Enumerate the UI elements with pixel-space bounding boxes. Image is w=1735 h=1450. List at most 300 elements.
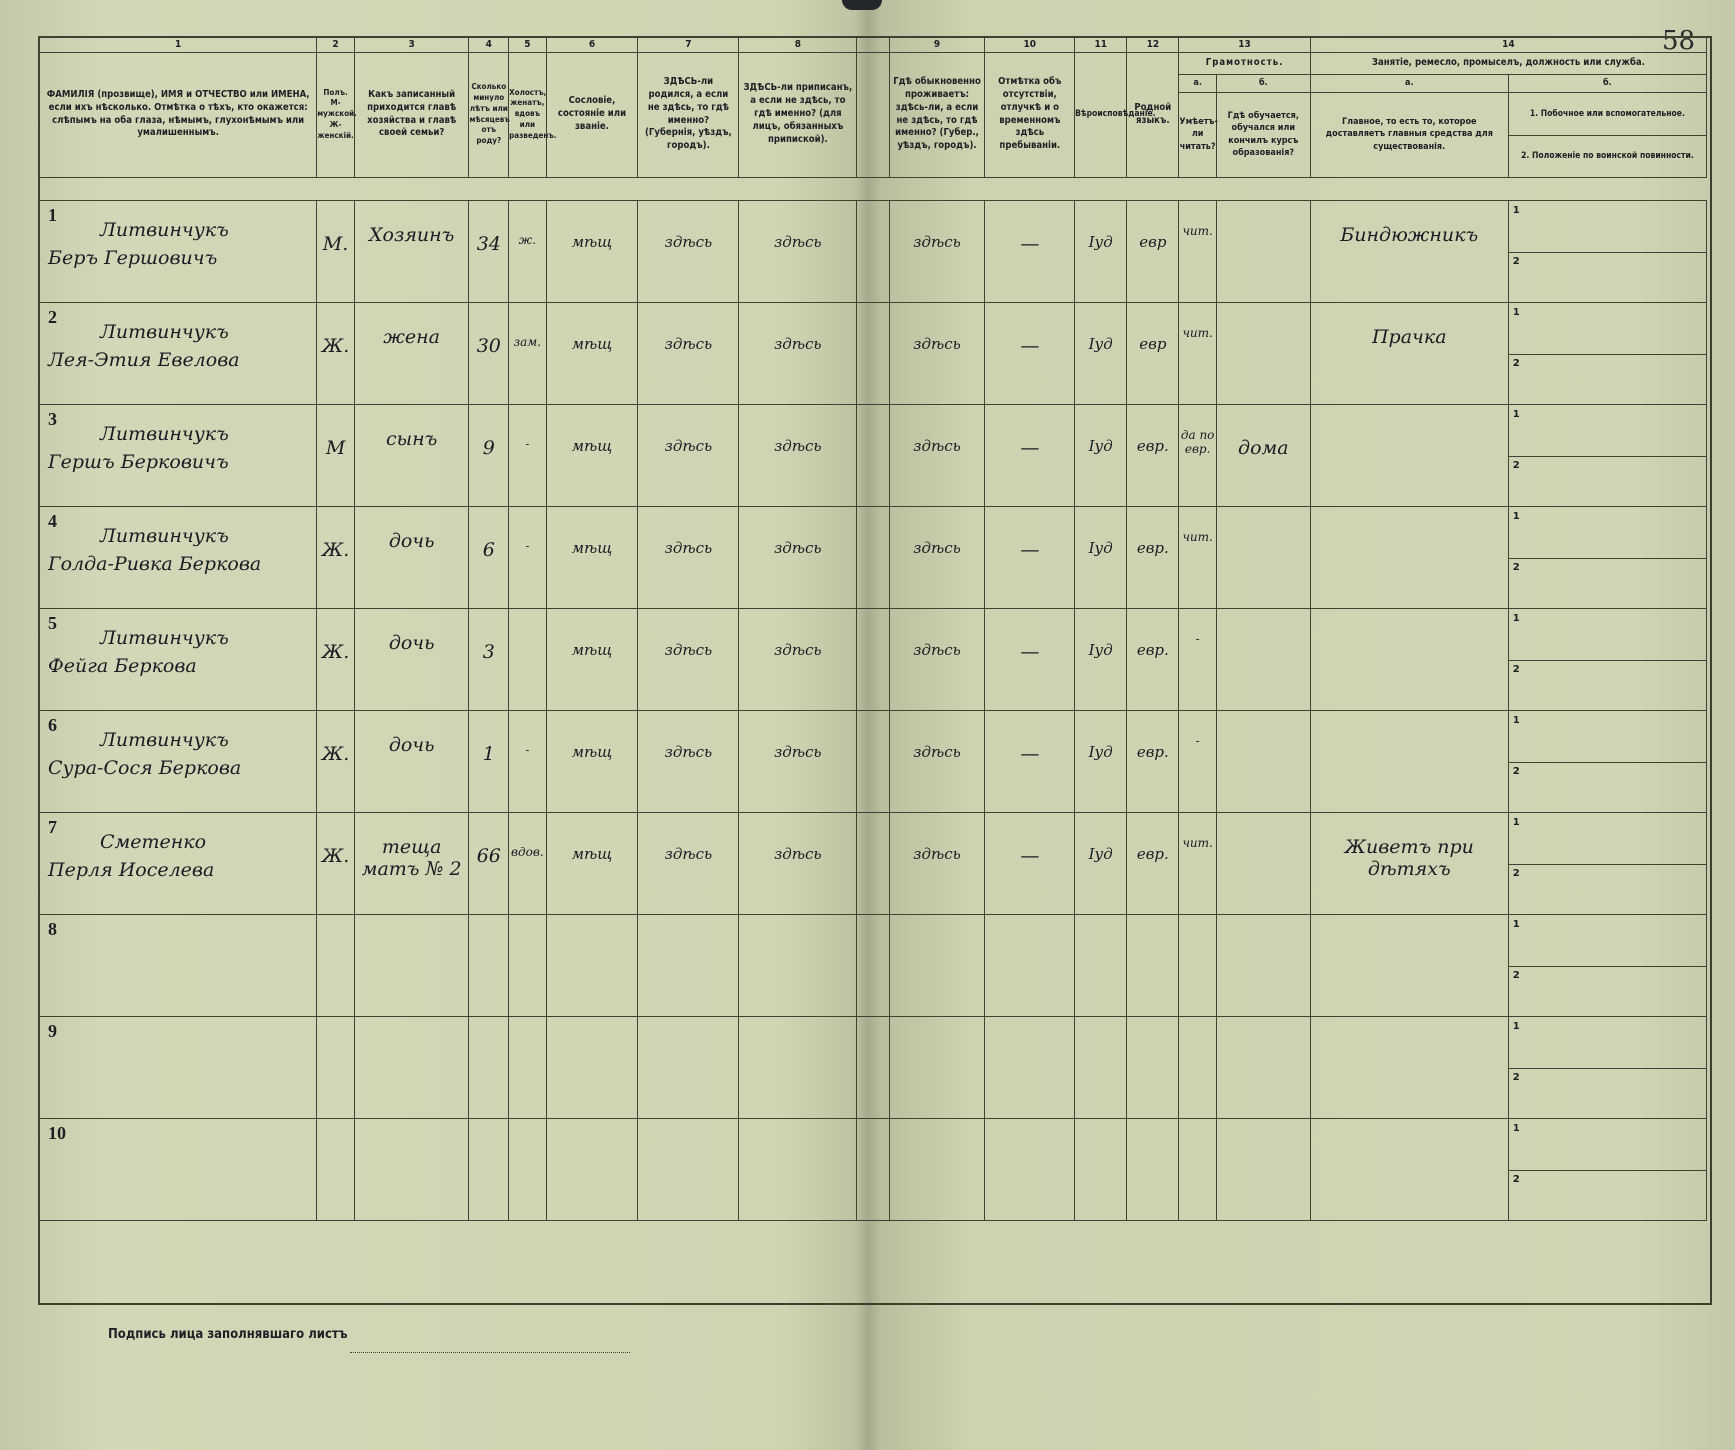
name-cell[interactable] <box>40 609 317 711</box>
gap-cell <box>857 405 889 507</box>
marital-cell[interactable] <box>509 1017 547 1119</box>
sex-value: Ж. <box>321 845 350 867</box>
registration-value: здѣсь <box>774 437 822 455</box>
header-literacy-a-label: а. <box>1179 74 1217 92</box>
relation-cell[interactable] <box>354 405 469 507</box>
religion-value: Іуд <box>1088 539 1113 557</box>
side-occupation-cell[interactable] <box>1508 303 1706 405</box>
military-status-line <box>1509 864 1706 915</box>
registration-value: здѣсь <box>774 743 822 761</box>
estate-cell[interactable] <box>546 507 638 609</box>
language-cell[interactable] <box>1127 303 1179 405</box>
birthplace-value: здѣсь <box>664 845 713 863</box>
header-occupation-b-label: б. <box>1508 74 1706 92</box>
relation-cell[interactable] <box>354 813 469 915</box>
gap-cell <box>857 813 889 915</box>
education-cell[interactable] <box>1216 1017 1310 1119</box>
language-cell[interactable] <box>1127 507 1179 609</box>
age-cell[interactable] <box>469 813 509 915</box>
given-names: Фейга Беркова <box>48 655 197 677</box>
residence-cell[interactable] <box>889 609 985 711</box>
sex-cell[interactable] <box>317 201 355 303</box>
estate-value: мѣщ <box>571 335 613 353</box>
military-status-line <box>1509 1068 1706 1119</box>
religion-cell[interactable] <box>1075 1119 1127 1221</box>
sub-number: 2 <box>1512 459 1520 471</box>
estate-value: мѣщ <box>571 539 613 557</box>
name-cell[interactable] <box>40 405 317 507</box>
table-row <box>40 1017 1707 1119</box>
occupation-cell[interactable] <box>1310 711 1508 813</box>
residence-cell[interactable] <box>889 507 985 609</box>
gap-cell <box>857 201 889 303</box>
col-number-6: 6 <box>546 38 638 53</box>
side-occupation-cell[interactable] <box>1508 201 1706 303</box>
col-number-2: 2 <box>317 38 355 53</box>
religion-value: Іуд <box>1088 437 1113 455</box>
gap-cell <box>857 38 889 53</box>
sex-cell[interactable] <box>317 915 355 1017</box>
estate-value: мѣщ <box>571 233 613 251</box>
relation-cell[interactable] <box>354 609 469 711</box>
age-cell[interactable] <box>469 201 509 303</box>
occupation-cell[interactable] <box>1310 609 1508 711</box>
religion-value: Іуд <box>1088 845 1113 863</box>
absence-cell[interactable] <box>985 1017 1075 1119</box>
name-cell[interactable] <box>40 507 317 609</box>
gap-cell <box>857 507 889 609</box>
language-cell[interactable] <box>1127 1017 1179 1119</box>
gap-cell <box>857 711 889 813</box>
literacy-cell[interactable] <box>1179 711 1217 813</box>
relation-value: дочь <box>388 734 435 756</box>
side-occupation-line <box>1509 915 1706 967</box>
education-cell[interactable] <box>1216 915 1310 1017</box>
header-literacy-b-label: б. <box>1216 74 1310 92</box>
literacy-value: - <box>1195 632 1200 646</box>
sex-value: Ж. <box>321 641 350 663</box>
side-occupation-line <box>1509 1017 1706 1069</box>
surname: Литвинчукъ <box>100 321 229 343</box>
side-occupation-line <box>1509 405 1706 457</box>
estate-cell[interactable] <box>546 915 638 1017</box>
marital-cell[interactable] <box>509 405 547 507</box>
age-value: 66 <box>476 845 501 867</box>
sub-number: 1 <box>1512 205 1520 216</box>
header-education: Гдѣ обучается, обучался или кончилъ курсъ образованія? <box>1216 92 1310 177</box>
relation-cell[interactable] <box>354 1017 469 1119</box>
row-number: 7 <box>48 817 57 837</box>
occupation-cell[interactable] <box>1310 1119 1508 1221</box>
language-value: евр. <box>1136 437 1169 455</box>
absence-cell[interactable] <box>985 1119 1075 1221</box>
sex-cell[interactable] <box>317 711 355 813</box>
age-cell[interactable] <box>469 507 509 609</box>
estate-cell[interactable] <box>546 609 638 711</box>
registration-value: здѣсь <box>774 539 822 557</box>
residence-cell[interactable] <box>889 201 985 303</box>
education-cell[interactable] <box>1216 609 1310 711</box>
estate-cell[interactable] <box>546 1017 638 1119</box>
col-number-4: 4 <box>469 38 509 53</box>
relation-cell[interactable] <box>354 201 469 303</box>
birthplace-value: здѣсь <box>664 233 713 251</box>
registration-cell[interactable] <box>739 711 857 813</box>
signature-line[interactable] <box>350 1352 630 1353</box>
birthplace-cell[interactable] <box>638 303 739 405</box>
birthplace-cell[interactable] <box>638 405 739 507</box>
language-cell[interactable] <box>1127 813 1179 915</box>
literacy-cell[interactable] <box>1179 609 1217 711</box>
sub-number: 1 <box>1512 1123 1520 1134</box>
sex-value: Ж. <box>321 539 350 561</box>
registration-cell[interactable] <box>739 1017 857 1119</box>
religion-cell[interactable] <box>1075 915 1127 1017</box>
language-value: евр <box>1139 233 1167 251</box>
literacy-cell[interactable] <box>1179 201 1217 303</box>
military-status-line <box>1509 1170 1706 1221</box>
marital-cell[interactable] <box>509 813 547 915</box>
header-religion: Вѣроисповѣданіе. <box>1075 52 1127 177</box>
side-occupation-cell[interactable] <box>1508 711 1706 813</box>
col-number-8: 8 <box>739 38 857 53</box>
side-occupation-line <box>1509 1119 1706 1171</box>
sub-number: 2 <box>1512 663 1520 675</box>
col-number-11: 11 <box>1075 38 1127 53</box>
absence-cell[interactable] <box>985 507 1075 609</box>
marital-cell[interactable] <box>509 609 547 711</box>
header-born: ЗДѢСЬ-ли родился, а если не здѣсь, то гдѣ именно? (Губернія, уѣздъ, городъ). <box>638 52 739 177</box>
header-side-occupation <box>1508 92 1706 177</box>
col-number-9: 9 <box>889 38 985 53</box>
language-value: евр. <box>1136 743 1169 761</box>
surname: Литвинчукъ <box>100 627 229 649</box>
header-language: Родной языкъ. <box>1127 52 1179 177</box>
occupation-value: Живетъ при дѣтяхъ <box>1344 836 1474 880</box>
religion-cell[interactable] <box>1075 507 1127 609</box>
header-main-occupation: Главное, то есть то, которое доставляетъ главныя средства для существованія. <box>1310 92 1508 177</box>
registration-value: здѣсь <box>774 335 822 353</box>
religion-value: Іуд <box>1088 233 1113 251</box>
residence-value: здѣсь <box>913 539 961 557</box>
sub-number: 1 <box>1512 1021 1520 1032</box>
given-names: Лея-Этия Евелова <box>48 349 240 371</box>
occupation-cell[interactable] <box>1310 915 1508 1017</box>
header-table <box>39 37 1707 178</box>
occupation-cell[interactable] <box>1310 813 1508 915</box>
col-number-14: 14 <box>1310 38 1706 53</box>
literacy-cell[interactable] <box>1179 1017 1217 1119</box>
sub-number: 2 <box>1512 765 1520 777</box>
sub-number: 2 <box>1512 357 1520 369</box>
literacy-value: - <box>1195 734 1200 748</box>
estate-cell[interactable] <box>546 1119 638 1221</box>
absence-cell[interactable] <box>985 915 1075 1017</box>
registration-cell[interactable] <box>739 405 857 507</box>
birthplace-value: здѣсь <box>664 335 713 353</box>
binding-notch <box>842 0 882 10</box>
name-cell[interactable] <box>40 915 317 1017</box>
education-cell[interactable] <box>1216 711 1310 813</box>
age-value: 30 <box>476 335 501 357</box>
given-names: Гершъ Берковичъ <box>48 451 229 473</box>
military-status-line <box>1509 966 1706 1017</box>
religion-cell[interactable] <box>1075 609 1127 711</box>
literacy-cell[interactable] <box>1179 507 1217 609</box>
residence-value: здѣсь <box>913 641 961 659</box>
registration-value: здѣсь <box>774 845 822 863</box>
side-occupation-cell[interactable] <box>1508 507 1706 609</box>
sub-number: 1 <box>1512 715 1520 726</box>
table-row <box>40 1119 1707 1221</box>
birthplace-cell[interactable] <box>638 711 739 813</box>
surname: Сметенко <box>100 831 207 853</box>
sex-cell[interactable] <box>317 507 355 609</box>
education-cell[interactable] <box>1216 1119 1310 1221</box>
education-cell[interactable] <box>1216 507 1310 609</box>
name-cell[interactable] <box>40 711 317 813</box>
age-cell[interactable] <box>469 303 509 405</box>
name-cell[interactable] <box>40 1017 317 1119</box>
absence-cell[interactable] <box>985 711 1075 813</box>
registration-cell[interactable] <box>739 813 857 915</box>
side-occupation-cell[interactable] <box>1508 1119 1706 1221</box>
literacy-cell[interactable] <box>1179 915 1217 1017</box>
occupation-cell[interactable] <box>1310 1017 1508 1119</box>
absence-cell[interactable] <box>985 609 1075 711</box>
military-status-line <box>1509 660 1706 711</box>
registration-cell[interactable] <box>739 507 857 609</box>
absence-cell[interactable] <box>985 405 1075 507</box>
marital-value: вдов. <box>511 845 544 859</box>
absence-value: — <box>1020 845 1040 867</box>
military-status-line <box>1509 558 1706 609</box>
side-occupation-line <box>1509 507 1706 559</box>
residence-value: здѣсь <box>913 743 961 761</box>
education-cell[interactable] <box>1216 405 1310 507</box>
religion-cell[interactable] <box>1075 303 1127 405</box>
row-number: 10 <box>48 1123 66 1143</box>
age-value: 1 <box>482 743 495 765</box>
relation-cell[interactable] <box>354 711 469 813</box>
corner-page-mark: 58 <box>1662 26 1696 56</box>
age-cell[interactable] <box>469 915 509 1017</box>
registration-cell[interactable] <box>739 1119 857 1221</box>
absence-value: — <box>1020 233 1040 255</box>
relation-value: сынъ <box>386 428 438 450</box>
side-occupation-line <box>1509 711 1706 763</box>
gap-cell <box>857 609 889 711</box>
relation-cell[interactable] <box>354 1119 469 1221</box>
education-cell[interactable] <box>1216 201 1310 303</box>
absence-cell[interactable] <box>985 813 1075 915</box>
marital-value: - <box>525 743 530 757</box>
birthplace-cell[interactable] <box>638 915 739 1017</box>
row-number: 4 <box>48 511 57 531</box>
relation-value: жена <box>383 326 440 348</box>
registration-cell[interactable] <box>739 609 857 711</box>
registration-cell[interactable] <box>739 915 857 1017</box>
sex-value: М. <box>322 233 349 255</box>
military-status-line <box>1509 354 1706 405</box>
name-cell[interactable] <box>40 1119 317 1221</box>
estate-cell[interactable] <box>546 813 638 915</box>
literacy-cell[interactable] <box>1179 813 1217 915</box>
literacy-cell[interactable] <box>1179 1119 1217 1221</box>
estate-cell[interactable] <box>546 405 638 507</box>
marital-cell[interactable] <box>509 303 547 405</box>
residence-cell[interactable] <box>889 405 985 507</box>
sex-cell[interactable] <box>317 1017 355 1119</box>
relation-cell[interactable] <box>354 915 469 1017</box>
registration-cell[interactable] <box>739 303 857 405</box>
relation-cell[interactable] <box>354 507 469 609</box>
surname: Литвинчукъ <box>100 423 229 445</box>
language-cell[interactable] <box>1127 405 1179 507</box>
literacy-value: чит. <box>1182 530 1213 544</box>
age-cell[interactable] <box>469 1017 509 1119</box>
table-row <box>40 405 1707 507</box>
sex-value: М <box>325 437 346 459</box>
sub-number: 1 <box>1512 919 1520 930</box>
col-number-3: 3 <box>354 38 469 53</box>
age-cell[interactable] <box>469 405 509 507</box>
religion-cell[interactable] <box>1075 405 1127 507</box>
age-cell[interactable] <box>469 1119 509 1221</box>
name-cell[interactable] <box>40 201 317 303</box>
sub-number: 1 <box>1512 409 1520 420</box>
language-value: евр <box>1139 335 1167 353</box>
occupation-cell[interactable] <box>1310 201 1508 303</box>
age-value: 34 <box>476 233 501 255</box>
header-age: Сколько минуло лѣтъ или мѣсяцевъ отъ роду? <box>469 52 509 177</box>
age-value: 6 <box>482 539 495 561</box>
relation-cell[interactable] <box>354 303 469 405</box>
occupation-value: Прачка <box>1371 326 1447 348</box>
header-estate: Сословіе, состояніе или званіе. <box>546 52 638 177</box>
birthplace-cell[interactable] <box>638 813 739 915</box>
side-occupation-cell[interactable] <box>1508 915 1706 1017</box>
residence-cell[interactable] <box>889 813 985 915</box>
sex-cell[interactable] <box>317 405 355 507</box>
occupation-cell[interactable] <box>1310 405 1508 507</box>
residence-cell[interactable] <box>889 303 985 405</box>
absence-cell[interactable] <box>985 303 1075 405</box>
marital-value: - <box>525 437 530 451</box>
language-cell[interactable] <box>1127 915 1179 1017</box>
side-occupation-cell[interactable] <box>1508 813 1706 915</box>
residence-cell[interactable] <box>889 1017 985 1119</box>
birthplace-cell[interactable] <box>638 201 739 303</box>
language-cell[interactable] <box>1127 609 1179 711</box>
estate-cell[interactable] <box>546 303 638 405</box>
birthplace-cell[interactable] <box>638 609 739 711</box>
sex-cell[interactable] <box>317 609 355 711</box>
birthplace-cell[interactable] <box>638 1017 739 1119</box>
header-sex: Полъ. М-мужской. Ж-женскій. <box>317 52 355 177</box>
birthplace-cell[interactable] <box>638 507 739 609</box>
registration-cell[interactable] <box>739 201 857 303</box>
side-occupation-cell[interactable] <box>1508 609 1706 711</box>
birthplace-cell[interactable] <box>638 1119 739 1221</box>
estate-value: мѣщ <box>571 641 613 659</box>
age-cell[interactable] <box>469 711 509 813</box>
military-status-line <box>1509 456 1706 507</box>
estate-cell[interactable] <box>546 711 638 813</box>
language-cell[interactable] <box>1127 711 1179 813</box>
side-occupation-line <box>1509 609 1706 661</box>
surname: Литвинчукъ <box>100 729 229 751</box>
col-number-13: 13 <box>1179 38 1310 53</box>
occupation-cell[interactable] <box>1310 303 1508 405</box>
given-names: Беръ Гершовичъ <box>48 247 218 269</box>
sub-number: 2 <box>1512 561 1520 573</box>
marital-value: - <box>525 539 530 553</box>
residence-cell[interactable] <box>889 915 985 1017</box>
table-row <box>40 915 1707 1017</box>
marital-cell[interactable] <box>509 711 547 813</box>
education-cell[interactable] <box>1216 303 1310 405</box>
residence-cell[interactable] <box>889 711 985 813</box>
sex-cell[interactable] <box>317 813 355 915</box>
sub-number: 2 <box>1512 969 1520 981</box>
name-cell[interactable] <box>40 303 317 405</box>
language-cell[interactable] <box>1127 201 1179 303</box>
religion-cell[interactable] <box>1075 711 1127 813</box>
occupation-cell[interactable] <box>1310 507 1508 609</box>
marital-cell[interactable] <box>509 507 547 609</box>
sub-number: 1 <box>1512 511 1520 522</box>
residence-value: здѣсь <box>913 437 961 455</box>
residence-value: здѣсь <box>913 845 961 863</box>
marital-cell[interactable] <box>509 201 547 303</box>
header-relation: Какъ записанный приходится главѣ хозяйства и главѣ своей семьи? <box>354 52 469 177</box>
row-number: 8 <box>48 919 57 939</box>
education-cell[interactable] <box>1216 813 1310 915</box>
literacy-cell[interactable] <box>1179 405 1217 507</box>
language-value: евр. <box>1136 845 1169 863</box>
estate-value: мѣщ <box>571 845 613 863</box>
col-number-5: 5 <box>509 38 547 53</box>
residence-cell[interactable] <box>889 1119 985 1221</box>
side-occupation-cell[interactable] <box>1508 1017 1706 1119</box>
military-status-line <box>1509 252 1706 303</box>
gap-cell <box>857 1017 889 1119</box>
sex-cell[interactable] <box>317 1119 355 1221</box>
literacy-value: чит. <box>1182 224 1213 238</box>
sub-number: 2 <box>1512 867 1520 879</box>
age-cell[interactable] <box>469 609 509 711</box>
language-cell[interactable] <box>1127 1119 1179 1221</box>
estate-cell[interactable] <box>546 201 638 303</box>
marital-cell[interactable] <box>509 1119 547 1221</box>
side-occupation-cell[interactable] <box>1508 405 1706 507</box>
header-literacy: Грамотность. <box>1179 52 1310 74</box>
table-row <box>40 303 1707 405</box>
literacy-cell[interactable] <box>1179 303 1217 405</box>
marital-value: зам. <box>513 335 542 349</box>
header-occupation-a-label: а. <box>1310 74 1508 92</box>
religion-cell[interactable] <box>1075 813 1127 915</box>
name-cell[interactable] <box>40 813 317 915</box>
table-row <box>40 609 1707 711</box>
marital-cell[interactable] <box>509 915 547 1017</box>
row-number: 1 <box>48 205 57 225</box>
absence-cell[interactable] <box>985 201 1075 303</box>
sex-cell[interactable] <box>317 303 355 405</box>
religion-cell[interactable] <box>1075 201 1127 303</box>
religion-cell[interactable] <box>1075 1017 1127 1119</box>
